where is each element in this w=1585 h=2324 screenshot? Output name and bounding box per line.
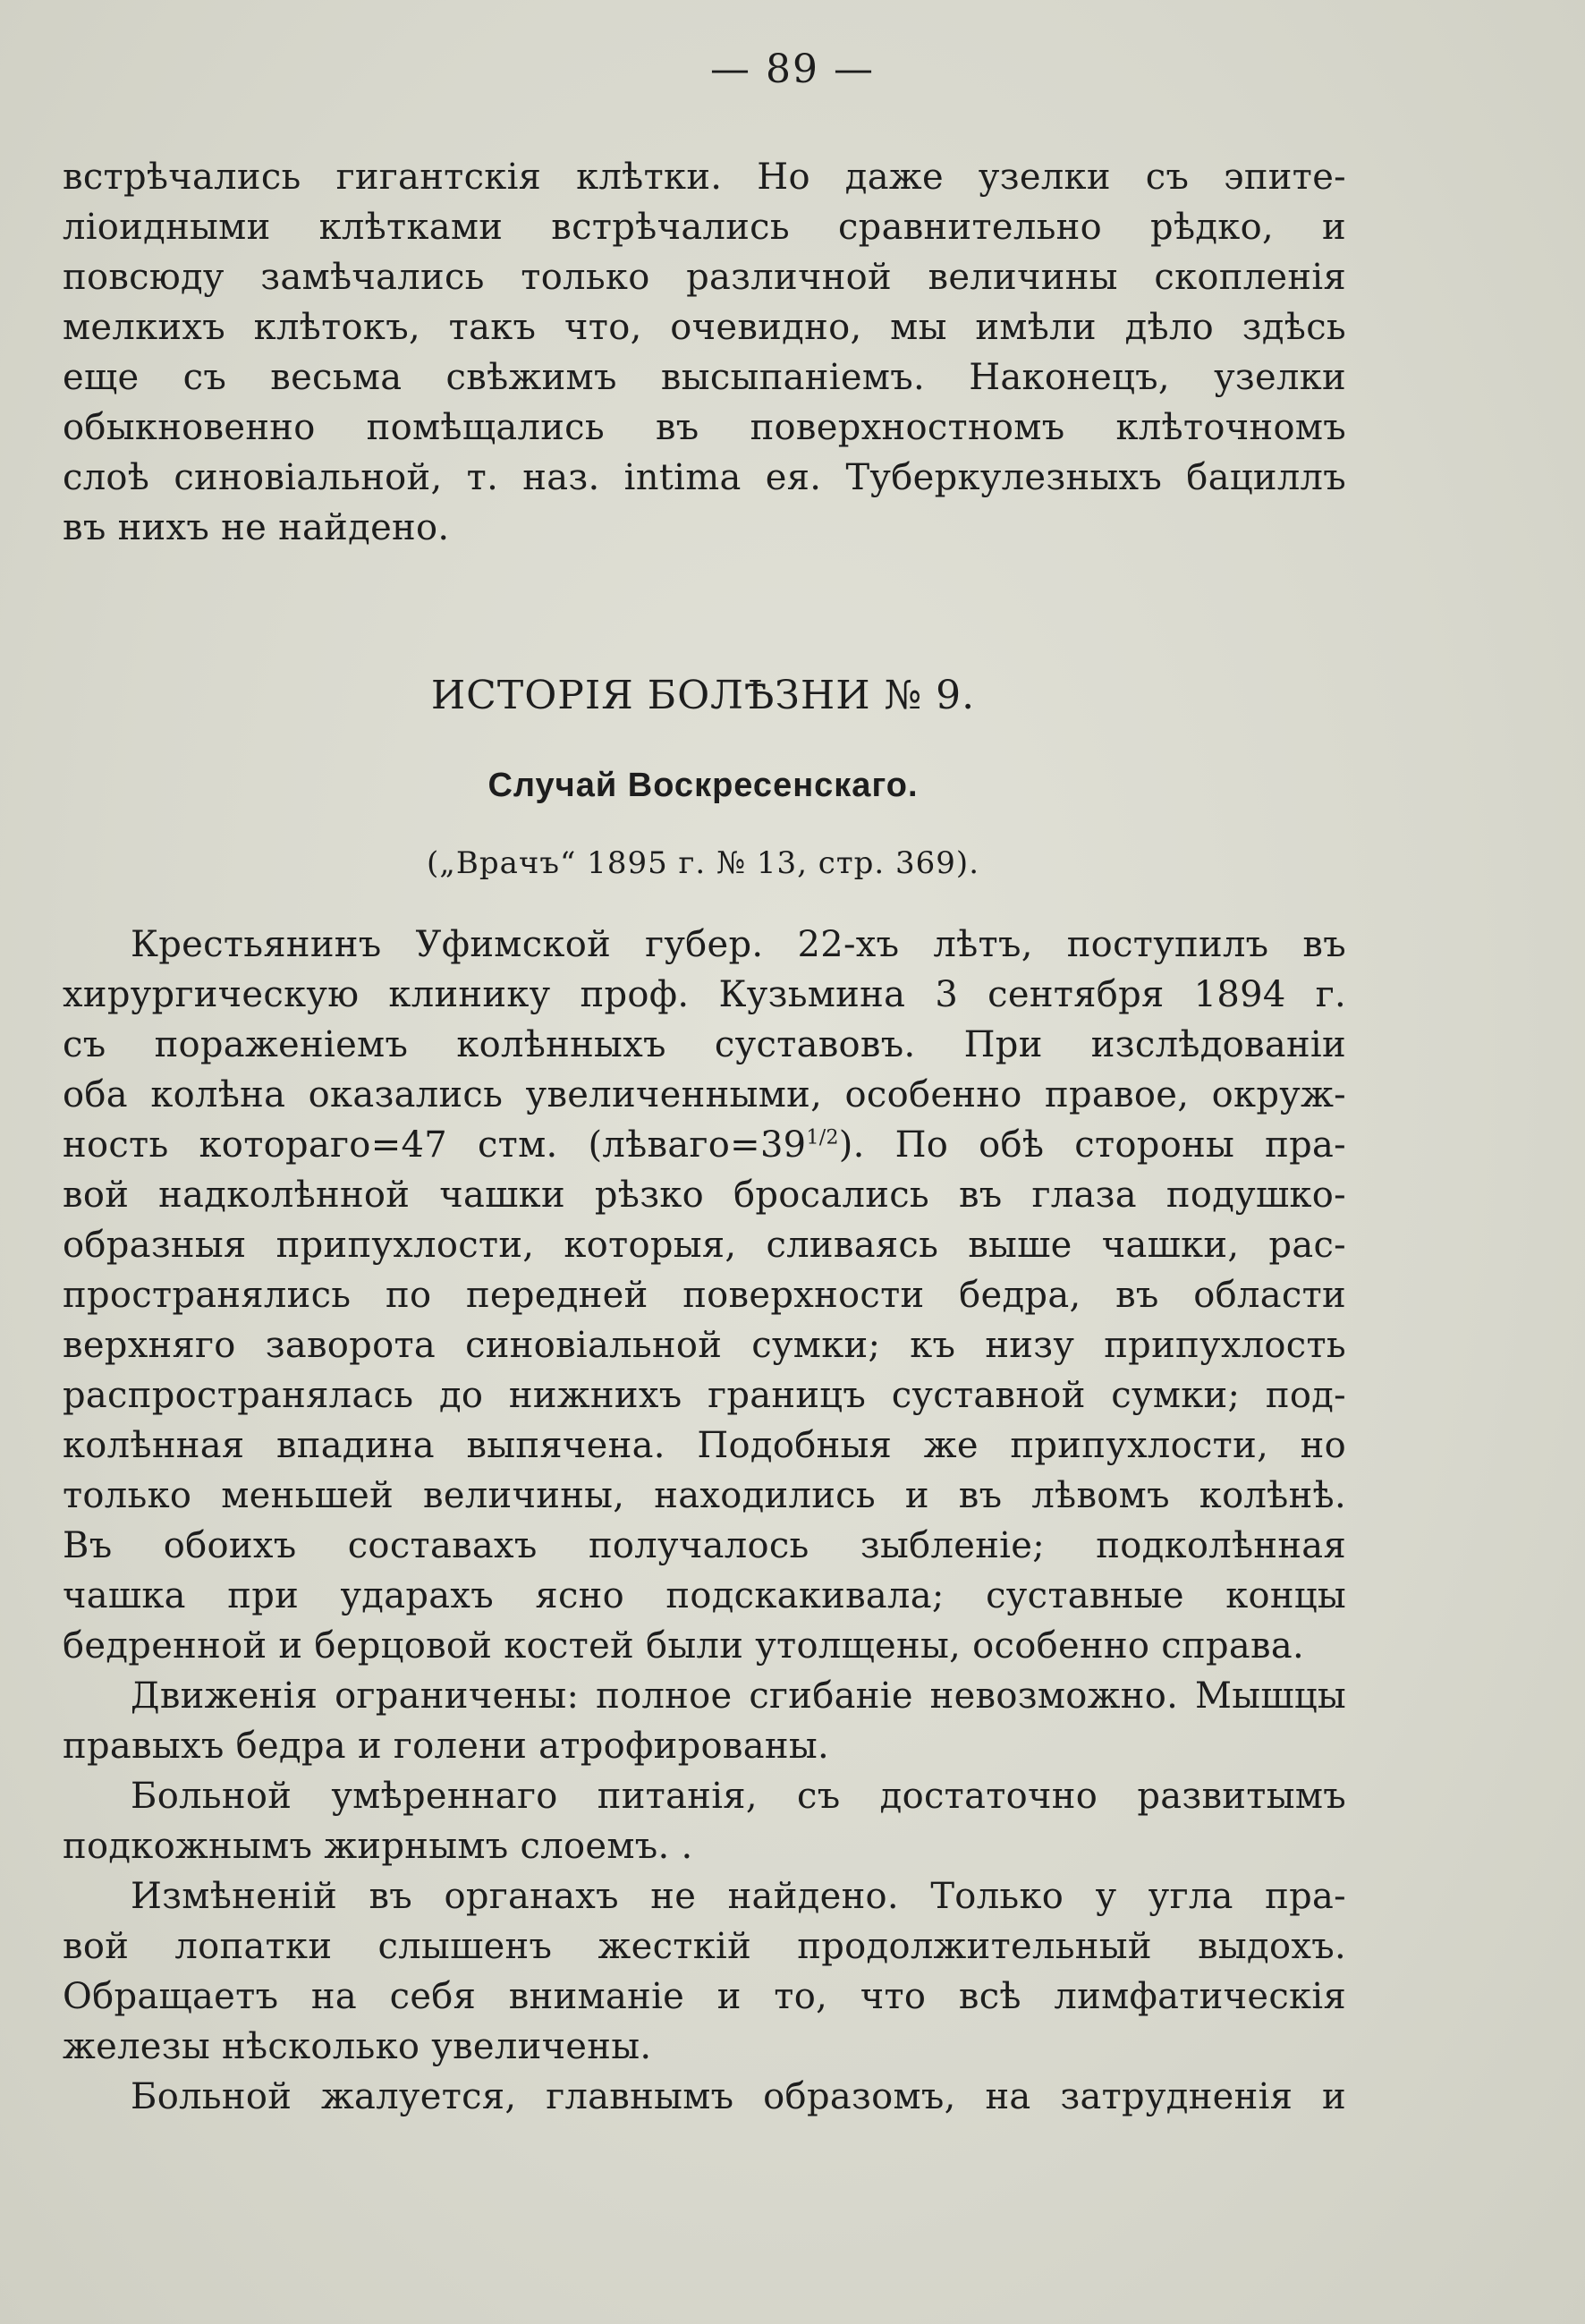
text-line: колѣнная впадина выпячена. Подобныя же припухлости, но: [63, 1425, 1346, 1466]
text-line: хирургическую клинику проф. Кузьмина 3 сентября 1894 г.: [63, 974, 1346, 1015]
citation: („Врачъ“ 1895 г. № 13, стр. 369).: [426, 845, 980, 881]
text-line: слоѣ синовіальной, т. наз. intima ея. Туберкулезныхъ бациллъ: [63, 457, 1346, 498]
text-line: распространялась до нижнихъ границъ суставной сумки; под-: [63, 1375, 1346, 1416]
text-line: Больной умѣреннаго питанія, съ достаточно развитымъ: [131, 1776, 1346, 1817]
paragraph-continued: [63, 152, 1346, 553]
text-fragment: ). По обѣ стороны пра-: [838, 1124, 1346, 1166]
text-line: Больной жалуется, главнымъ образомъ, на затрудненія и: [131, 2076, 1346, 2117]
text-line: въ нихъ не найдено.: [63, 507, 450, 548]
text-line: оба колѣна оказались увеличенными, особенно правое, окруж-: [63, 1074, 1346, 1115]
text-fragment: ность котораго=47 стм. (лѣваго=39: [63, 1124, 807, 1166]
text-line: верхняго заворота синовіальной сумки; къ низу припухлость: [63, 1325, 1346, 1366]
case-description: [63, 920, 1346, 2122]
text-line-with-fraction: [63, 1120, 1346, 1170]
text-line: чашка при ударахъ ясно подскакивала; суставные концы: [63, 1575, 1346, 1616]
text-line: мелкихъ клѣтокъ, такъ что, очевидно, мы имѣли дѣло здѣсь: [63, 307, 1346, 348]
text-line: пространялись по передней поверхности бедра, въ области: [63, 1275, 1346, 1316]
case-subtitle: Случай Воскресенскаго.: [487, 767, 919, 804]
text-line: Измѣненій въ органахъ не найдено. Только у угла пра-: [131, 1876, 1346, 1917]
text-line: Обращаетъ на себя вниманіе и то, что всѣ лимфатическія: [63, 1976, 1346, 2017]
text-line: встрѣчались гигантскія клѣтки. Но даже узелки съ эпите-: [63, 157, 1346, 198]
text-line: железы нѣсколько увеличены.: [63, 2026, 652, 2067]
text-line: повсюду замѣчались только различной величины скопленія: [63, 257, 1346, 298]
case-history-title: ИСТОРІЯ БОЛѢЗНИ № 9.: [430, 673, 976, 718]
text-line: образныя припухлости, которыя, сливаясь выше чашки, рас-: [63, 1225, 1346, 1266]
text-line: вой надколѣнной чашки рѣзко бросались въ глаза подушко-: [63, 1175, 1346, 1216]
text-line: вой лопатки слышенъ жесткій продолжительный выдохъ.: [63, 1926, 1346, 1967]
text-line: Движенія ограничены: полное сгибаніе невозможно. Мышцы: [131, 1675, 1346, 1717]
page-number: — 89 —: [710, 47, 875, 92]
text-line: Въ обоихъ составахъ получалось зыбленіе; подколѣнная: [63, 1525, 1346, 1566]
text-line: ліоидными клѣтками встрѣчались сравнительно рѣдко, и: [63, 207, 1346, 248]
text-line: обыкновенно помѣщались въ поверхностномъ клѣточномъ: [63, 407, 1346, 448]
text-line: съ пораженіемъ колѣнныхъ суставовъ. При изслѣдованіи: [63, 1024, 1346, 1065]
text-line: бедренной и берцовой костей были утолщены, особенно справа.: [63, 1625, 1304, 1667]
text-line: правыхъ бедра и голени атрофированы.: [63, 1726, 829, 1767]
text-line: подкожнымъ жирнымъ слоемъ. .: [63, 1826, 693, 1867]
text-line: еще съ весьма свѣжимъ высыпаніемъ. Наконецъ, узелки: [63, 357, 1346, 398]
text-line: только меньшей величины, находились и въ лѣвомъ колѣнѣ.: [63, 1475, 1346, 1516]
fraction-superscript: 1/2: [806, 1126, 839, 1149]
text-line: Крестьянинъ Уфимской губер. 22-хъ лѣтъ, поступилъ въ: [131, 924, 1346, 965]
